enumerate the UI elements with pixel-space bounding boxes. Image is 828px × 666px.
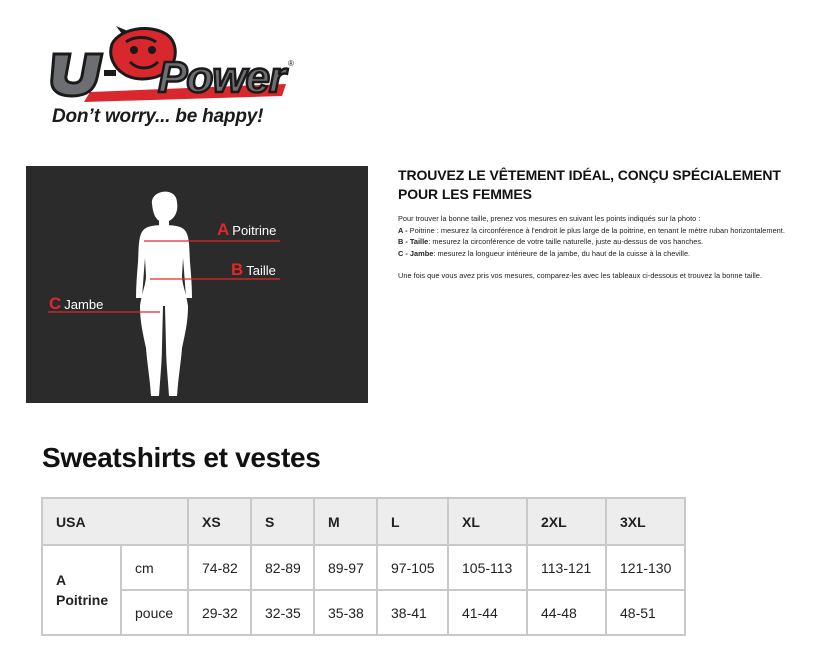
measure-label-leg: Jambe [64,297,104,312]
female-silhouette-icon [26,166,368,403]
instruction-line-c [398,248,818,260]
table-row [42,545,685,590]
header-size: S [251,498,314,545]
table-cell: 89-97 [314,545,377,590]
measure-letter-b: B [231,260,244,279]
table-cell: 29-32 [188,590,251,635]
instructions-body [398,213,818,282]
row-unit: cm [121,545,188,590]
header-size: 3XL [606,498,685,545]
table-cell: 35-38 [314,590,377,635]
measure-name: Poitrine [56,592,109,608]
instruction-prefix: B - [398,237,408,246]
header-size: M [314,498,377,545]
instruction-line-b [398,236,818,248]
measure-label-chest: Poitrine [232,223,277,238]
table-cell: 41-44 [448,590,527,635]
svg-text:Power: Power [158,53,286,102]
measure-point-chest [217,220,276,240]
instructions-outro: Une fois que vous avez pris vos mesures, comparez-les avec les tableaux ci-dessous et trouvez la bonne taille. [398,271,762,280]
instruction-prefix: A - [398,225,408,235]
measure-point-leg [49,294,103,314]
table-header-row [42,498,685,545]
header-size: XS [188,498,251,545]
brand-logo [50,26,300,130]
table-cell: 82-89 [251,545,314,590]
table-cell: 48-51 [606,590,685,635]
section-title: Sweatshirts et vestes [42,442,321,473]
logo-tagline: Don’t worry... be happy! [52,106,264,127]
measurement-diagram [26,166,368,403]
instructions-intro: Pour trouver la bonne taille, prenez vos mesures en suivant les points indiqués sur la photo : [398,214,701,223]
measure-letter: A [56,572,67,588]
header-size: 2XL [527,498,606,545]
instruction-prefix: C - [398,248,408,258]
row-measure-name [42,545,121,635]
table-cell: 113-121 [527,545,606,590]
instruction-term: Poitrine [409,225,435,235]
measure-point-waist [231,260,276,280]
table-cell: 32-35 [251,590,314,635]
table-cell: 38-41 [377,590,448,635]
sizing-instructions [398,166,818,282]
header-size: L [377,498,448,545]
table-cell: 44-48 [527,590,606,635]
instruction-text: : mesurez la longueur intérieure de la jambe, du haut de la cuisse à la cheville. [433,248,691,258]
svg-text:®: ® [288,59,294,68]
header-size: XL [448,498,527,545]
measure-label-waist: Taille [246,263,276,278]
table-cell: 74-82 [188,545,251,590]
row-unit: pouce [121,590,188,635]
instruction-text: : mesurez la circonférence de votre taille naturelle, juste au-dessus de vos hanches. [428,237,704,246]
table-cell: 97-105 [377,545,448,590]
header-usa: USA [42,498,188,545]
instructions-title: TROUVEZ LE VÊTEMENT IDÉAL, CONÇU SPÉCIALEMENT POUR LES FEMMES [398,167,781,202]
measure-letter-a: A [217,220,230,239]
table-row [42,590,685,635]
instruction-term: Taille [409,237,429,246]
measure-letter-c: C [49,294,62,313]
u-power-logo-graphic [50,26,300,104]
instruction-line-a [398,225,818,237]
table-cell: 105-113 [448,545,527,590]
instruction-text: : mesurez la circonférence à l'endroit le plus large de la poitrine, en tenant le mètre ruban horizontalement. [434,225,785,235]
table-cell: 121-130 [606,545,685,590]
size-table [41,497,686,636]
instruction-term: Jambe [409,248,434,258]
